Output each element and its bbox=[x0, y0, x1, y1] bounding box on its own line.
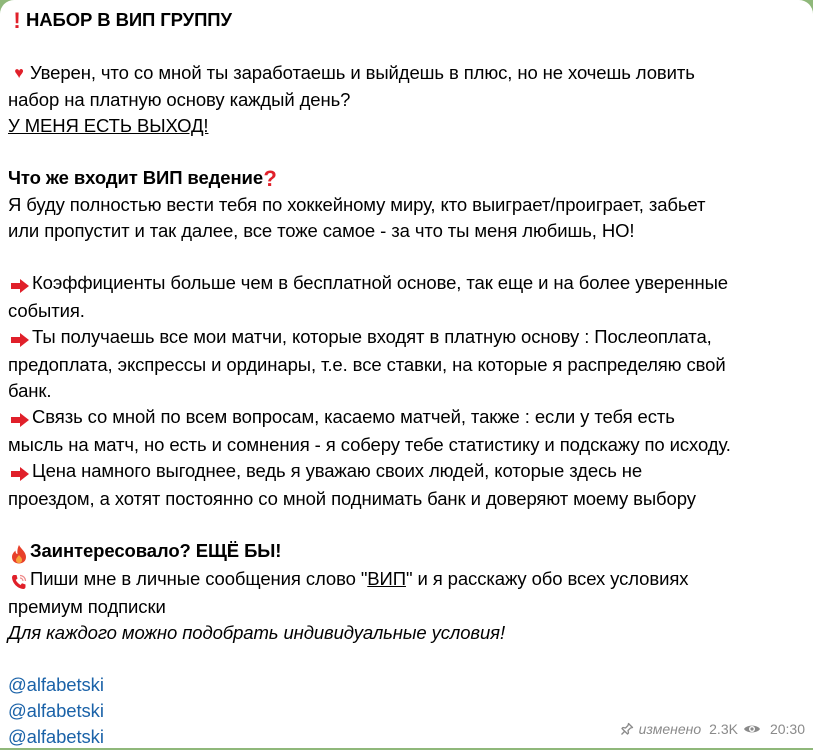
bullet-2-line-1 bbox=[8, 324, 805, 352]
spacer bbox=[8, 646, 805, 672]
contact-suffix: " и я расскажу обо всех условиях bbox=[405, 568, 689, 589]
message-meta bbox=[620, 716, 805, 742]
contact-prefix: Пиши мне в личные сообщения слово " bbox=[30, 568, 368, 589]
spacer bbox=[8, 139, 805, 165]
bullet-1-text: Коэффициенты больше чем в бесплатной основе, так еще и на более уверенные bbox=[32, 272, 728, 293]
interest-line bbox=[8, 538, 805, 566]
right-arrow-icon bbox=[8, 460, 32, 486]
bullet-2-text: Ты получаешь все мои матчи, которые входят в платную основу : Послеоплата, bbox=[32, 326, 712, 347]
bullet-1-line-1 bbox=[8, 270, 805, 298]
heart-icon: ♥ bbox=[14, 65, 24, 82]
mention-link[interactable]: @alfabetski bbox=[8, 726, 104, 747]
spacer bbox=[8, 512, 805, 538]
vip-keyword: ВИП bbox=[367, 568, 406, 589]
bullet-2-line-3: банк. bbox=[8, 380, 52, 401]
bullet-2-line-2: предоплата, экспрессы и ординары, т.е. все ставки, на которые я распределяю свой bbox=[8, 354, 726, 375]
mention-link[interactable]: @alfabetski bbox=[8, 700, 104, 721]
section-heading: Что же входит ВИП ведение bbox=[8, 167, 264, 188]
spacer bbox=[8, 34, 805, 60]
bullet-1-line-2: события. bbox=[8, 300, 85, 321]
message-time: 20:30 bbox=[769, 721, 805, 737]
title-line bbox=[8, 7, 805, 34]
right-arrow-icon bbox=[8, 272, 32, 298]
desc-line-1: Я буду полностью вести тебя по хоккейному миру, кто выиграет/проиграет, забьет bbox=[8, 194, 706, 215]
fire-icon bbox=[8, 540, 30, 566]
spacer bbox=[8, 244, 805, 270]
right-arrow-icon bbox=[8, 326, 32, 352]
interest-text: Заинтересовало? ЕЩЁ БЫ! bbox=[30, 540, 282, 561]
right-arrow-icon bbox=[8, 406, 32, 432]
italic-note: Для каждого можно подобрать индивидуальные условия! bbox=[8, 622, 505, 643]
phone-icon bbox=[8, 568, 30, 594]
desc-line-2: или пропустит и так далее, все тоже самое - за что ты меня любишь, НО! bbox=[8, 220, 635, 241]
message-title: НАБОР В ВИП ГРУППУ bbox=[26, 9, 232, 30]
edited-label: изменено bbox=[638, 721, 702, 737]
intro-line-1 bbox=[8, 60, 805, 87]
bullet-3-line-1 bbox=[8, 404, 805, 432]
intro-text-1: Уверен, что со мной ты заработаешь и выйдешь в плюс, но не хочешь ловить bbox=[30, 62, 695, 83]
view-count: 2.3K bbox=[709, 721, 738, 737]
pin-icon bbox=[620, 722, 634, 736]
intro-line-2: набор на платную основу каждый день? bbox=[8, 89, 351, 110]
contact-line-1 bbox=[8, 566, 805, 594]
bullet-3-text: Связь со мной по всем вопросам, касаемо матчей, также : если у тебя есть bbox=[32, 406, 675, 427]
bullet-4-line-1 bbox=[8, 458, 805, 486]
mention-link[interactable]: @alfabetski bbox=[8, 674, 104, 695]
bullet-3-line-2: мысль на матч, но есть и сомнения - я соберу тебе статистику и подскажу по исходу. bbox=[8, 434, 731, 455]
contact-line-2: премиум подписки bbox=[8, 596, 166, 617]
intro-cta-line bbox=[8, 113, 805, 139]
question-icon: ? bbox=[263, 166, 277, 191]
eye-icon bbox=[743, 723, 761, 735]
section-heading-line bbox=[8, 165, 805, 192]
intro-cta: У МЕНЯ ЕСТЬ ВЫХОД! bbox=[8, 115, 209, 136]
bullet-4-line-2: проездом, а хотят постоянно со мной поднимать банк и доверяют моему выбору bbox=[8, 488, 696, 509]
mention-line-1 bbox=[8, 672, 805, 698]
exclamation-icon: ! bbox=[13, 8, 21, 33]
bullet-4-text: Цена намного выгоднее, ведь я уважаю своих людей, которые здесь не bbox=[32, 460, 643, 481]
